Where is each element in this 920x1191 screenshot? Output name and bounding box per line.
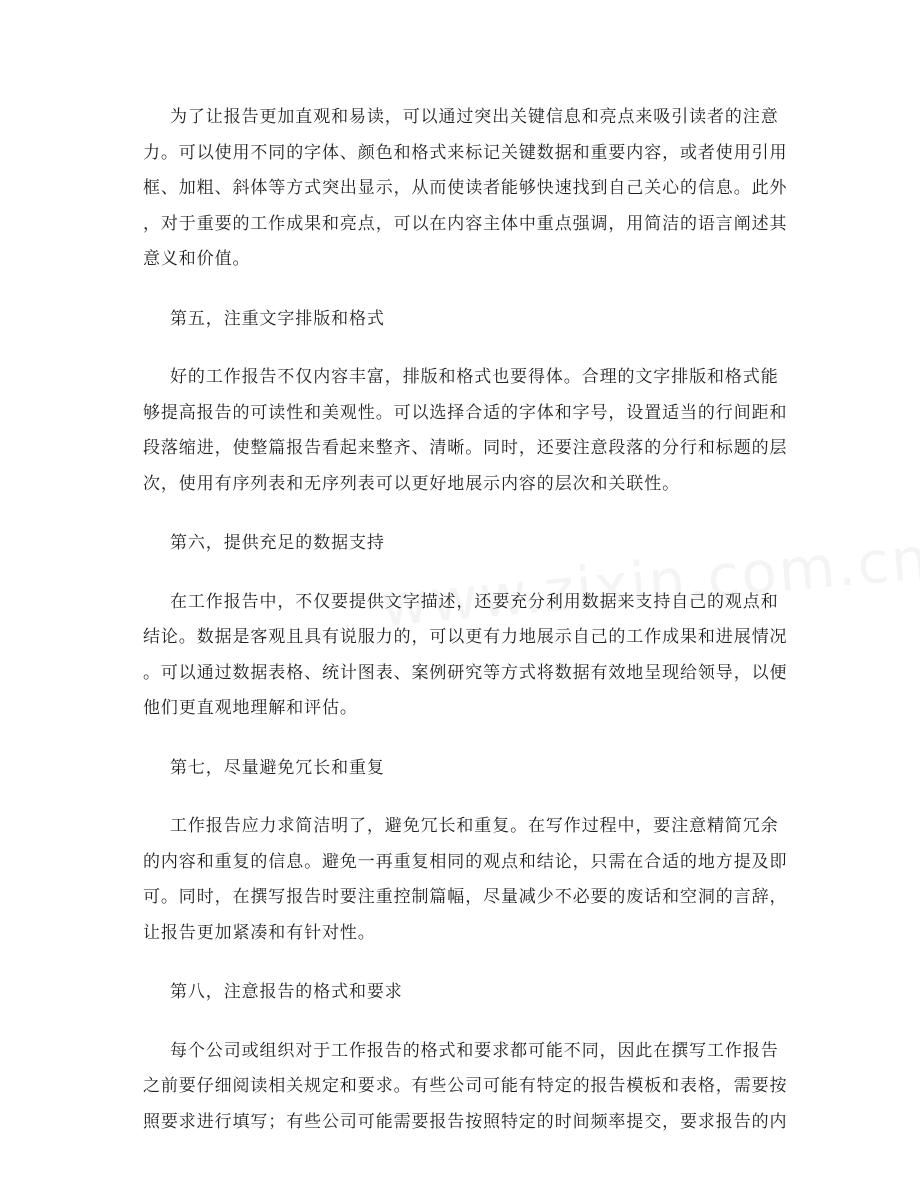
paragraph-line <box>143 809 779 845</box>
section-heading-text: 第八，注意报告的格式和要求 <box>170 982 403 1002</box>
paragraph-line <box>143 1105 788 1141</box>
spacer <box>143 727 779 751</box>
section-heading-text: 第六，提供充足的数据支持 <box>170 533 385 553</box>
paragraph-line <box>143 360 779 396</box>
body-paragraph <box>143 360 788 502</box>
paragraph-line <box>143 136 788 172</box>
paragraph-line-text: ，对于重要的工作成果和亮点，可以在内容主体中重点强调，用简洁的语言阐述其 <box>143 213 788 234</box>
body-paragraph <box>143 809 788 951</box>
paragraph-line <box>143 585 779 621</box>
paragraph-line-text: 可。同时，在撰写报告时要注重控制篇幅，尽量减少不必要的废话和空洞的言辞， <box>143 887 788 907</box>
paragraph-line-text: 照要求进行填写；有些公司可能需要报告按照特定的时间频率提交，要求报告的内 <box>143 1111 788 1132</box>
paragraph-line <box>143 656 788 692</box>
paragraph-line-text: 次，使用有序列表和无序列表可以更好地展示内容的层次和关联性。 <box>143 473 680 494</box>
paragraph-line-text: 框、加粗、斜体等方式突出显示，从而使读者能够快速找到自己关心的信息。此外 <box>143 178 788 198</box>
paragraph-line <box>143 1034 779 1070</box>
paragraph-line-text: 为了让报告更加直观和易读，可以通过突出关键信息和亮点来吸引读者的注意 <box>170 107 779 127</box>
paragraph-line <box>143 171 788 207</box>
paragraph-line <box>143 691 779 727</box>
body-paragraph <box>143 585 788 727</box>
spacer <box>143 502 779 526</box>
paragraph-line-text: 结论。数据是客观且具有说服力的，可以更有力地展示自己的工作成果和进展情况 <box>143 627 788 647</box>
body-paragraph <box>143 100 788 278</box>
spacer <box>143 278 779 302</box>
paragraph-line-text: 够提高报告的可读性和美观性。可以选择合适的字体和字号，设置适当的行间距和 <box>143 402 788 423</box>
spacer <box>143 786 779 809</box>
paragraph-line <box>143 467 779 503</box>
spacer <box>143 1011 779 1034</box>
section-heading <box>143 975 779 1011</box>
paragraph-line <box>143 916 779 952</box>
spacer <box>143 337 779 360</box>
paragraph-line-text: 之前要仔细阅读相关规定和要求。有些公司可能有特定的报告模板和表格，需要按 <box>143 1076 788 1096</box>
paragraph-line-text: 让报告更加紧凑和有针对性。 <box>143 922 376 943</box>
section-heading-text: 第七，尽量避免冗长和重复 <box>170 757 385 778</box>
paragraph-line <box>143 431 788 467</box>
paragraph-line <box>143 207 788 243</box>
paragraph-line-text: 每个公司或组织对于工作报告的格式和要求都可能不同，因此在撰写工作报告 <box>170 1040 779 1061</box>
document-body <box>143 100 788 1140</box>
paragraph-line-text: 他们更直观地理解和评估。 <box>143 698 358 718</box>
paragraph-line <box>143 880 788 916</box>
section-heading <box>143 302 779 338</box>
spacer <box>143 562 779 585</box>
paragraph-line-text: 意义和价值。 <box>143 249 251 269</box>
section-heading <box>143 751 779 787</box>
paragraph-line <box>143 845 788 881</box>
paragraph-line-text: 好的工作报告不仅内容丰富，排版和格式也要得体。合理的文字排版和格式能 <box>170 367 779 387</box>
paragraph-line <box>143 242 779 278</box>
paragraph-line-text: 。可以通过数据表格、统计图表、案例研究等方式将数据有效地呈现给领导，以便 <box>143 662 788 683</box>
paragraph-line-text: 工作报告应力求简洁明了，避免冗长和重复。在写作过程中，要注意精简冗余 <box>170 816 779 836</box>
paragraph-line-text: 力。可以使用不同的字体、颜色和格式来标记关键数据和重要内容，或者使用引用 <box>143 142 788 163</box>
paragraph-line-text: 的内容和重复的信息。避免一再重复相同的观点和结论，只需在合适的地方提及即 <box>143 851 788 872</box>
paragraph-line-text: 段落缩进，使整篇报告看起来整齐、清晰。同时，还要注意段落的分行和标题的层 <box>143 438 788 458</box>
spacer <box>143 951 779 975</box>
paragraph-line <box>143 100 779 136</box>
section-heading-text: 第五，注重文字排版和格式 <box>170 308 385 329</box>
paragraph-line-text: 在工作报告中，不仅要提供文字描述，还要充分利用数据来支持自己的观点和 <box>170 591 779 612</box>
paragraph-line <box>143 620 788 656</box>
body-paragraph <box>143 1034 788 1141</box>
section-heading <box>143 526 779 562</box>
paragraph-line <box>143 396 788 432</box>
paragraph-line <box>143 1069 788 1105</box>
